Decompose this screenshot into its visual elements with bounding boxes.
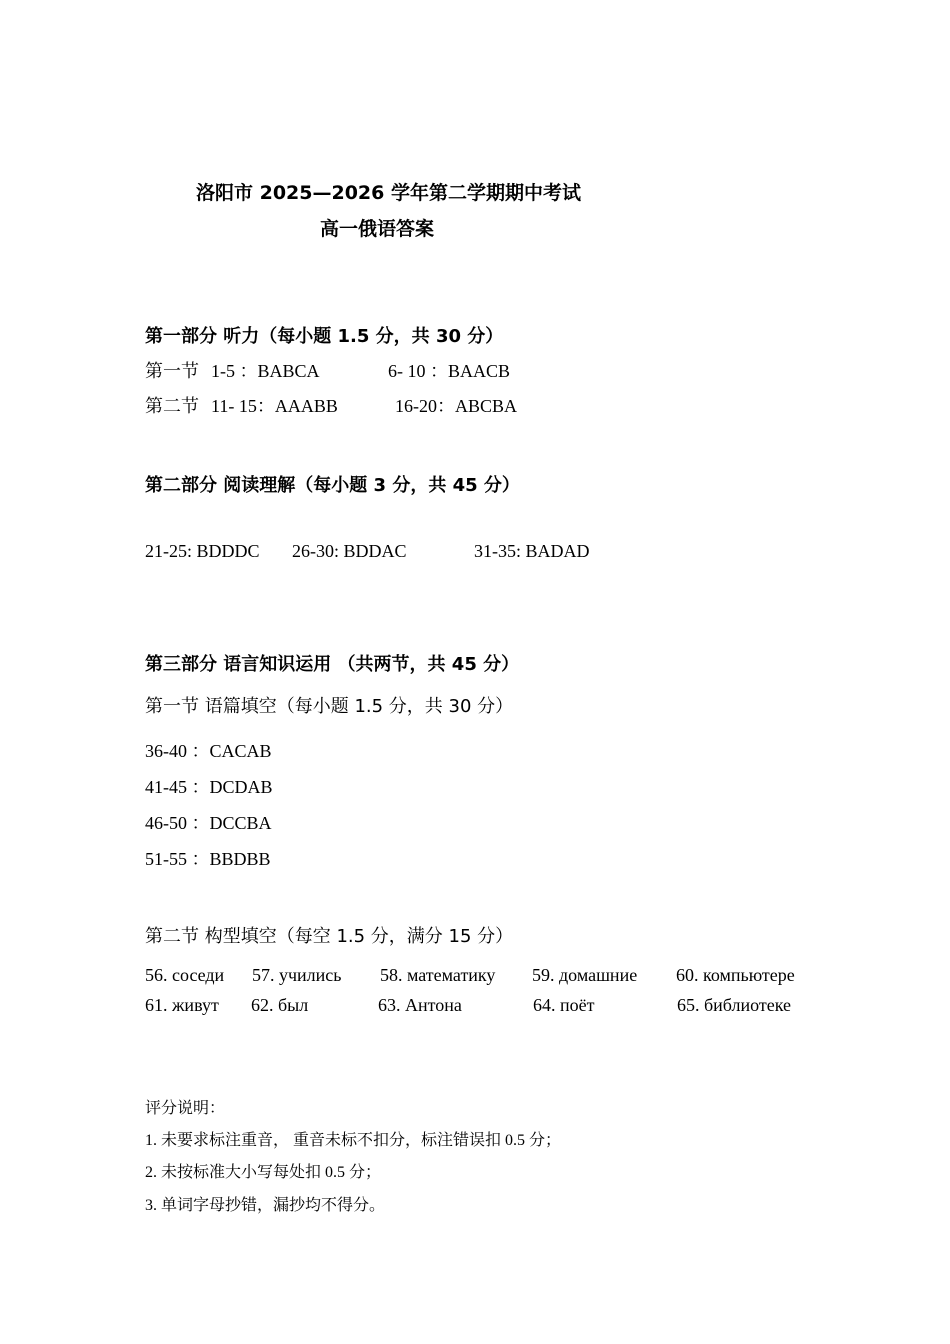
cloze-answer: 57. учились — [252, 965, 342, 985]
part1-section1-answers-b: 6- 10 ：BAACB — [388, 361, 511, 381]
document-title: 洛阳市 2025—2026 学年第二学期期中考试 — [196, 182, 581, 204]
part1-section2-label: 第二节 — [145, 396, 199, 416]
scoring-notes-heading: 评分说明： — [145, 1100, 226, 1117]
cloze-answer: 58. математику — [380, 965, 496, 985]
cloze-answer: 60. компьютере — [676, 965, 795, 985]
scoring-note-item: 3. 单词字母抄错，漏抄均不得分。 — [145, 1197, 386, 1214]
part1-section1-answers-a: 1-5 ：BABCA — [211, 361, 320, 381]
part2-answer-group: 26-30: BDDAC — [292, 541, 407, 561]
part3-section1-answer: 41-45 ：DCDAB — [145, 777, 273, 797]
cloze-answer: 64. поёт — [533, 995, 595, 1015]
part3-section1-heading: 第一节 语篇填空（每小题 1.5 分，共 30 分） — [145, 696, 514, 717]
part1-heading: 第一部分 听力（每小题 1.5 分，共 30 分） — [145, 326, 504, 347]
part1-section2-answers-b: 16-20：ABCBA — [395, 396, 518, 416]
part2-answer-group: 21-25: BDDDC — [145, 541, 260, 561]
part3-section1-answer: 46-50 ：DCCBA — [145, 813, 272, 833]
cloze-answer: 59. домашние — [532, 965, 638, 985]
part3-section1-answer: 51-55 ：BBDBB — [145, 849, 271, 869]
part3-section2-heading: 第二节 构型填空（每空 1.5 分，满分 15 分） — [145, 926, 514, 947]
scoring-note-item: 1. 未要求标注重音， 重音未标不扣分，标注错误扣 0.5 分； — [145, 1132, 562, 1149]
part1-section1-label: 第一节 — [145, 361, 199, 381]
cloze-answer: 65. библиотеке — [677, 995, 792, 1015]
part3-section1-answer: 36-40 ：CACAB — [145, 741, 272, 761]
cloze-answer: 56. соседи — [145, 965, 225, 985]
cloze-answer: 62. был — [251, 995, 309, 1015]
part1-section2-answers-a: 11- 15：AAABB — [211, 396, 338, 416]
part2-answer-group: 31-35: BADAD — [474, 541, 590, 561]
cloze-answer: 63. Антона — [378, 995, 462, 1015]
scoring-note-item: 2. 未按标准大小写每处扣 0.5 分； — [145, 1164, 382, 1181]
document-subtitle: 高一俄语答案 — [320, 218, 435, 240]
part3-heading: 第三部分 语言知识运用 （共两节，共 45 分） — [145, 654, 520, 675]
cloze-answer: 61. живут — [145, 995, 219, 1015]
part2-heading: 第二部分 阅读理解（每小题 3 分，共 45 分） — [145, 475, 520, 496]
